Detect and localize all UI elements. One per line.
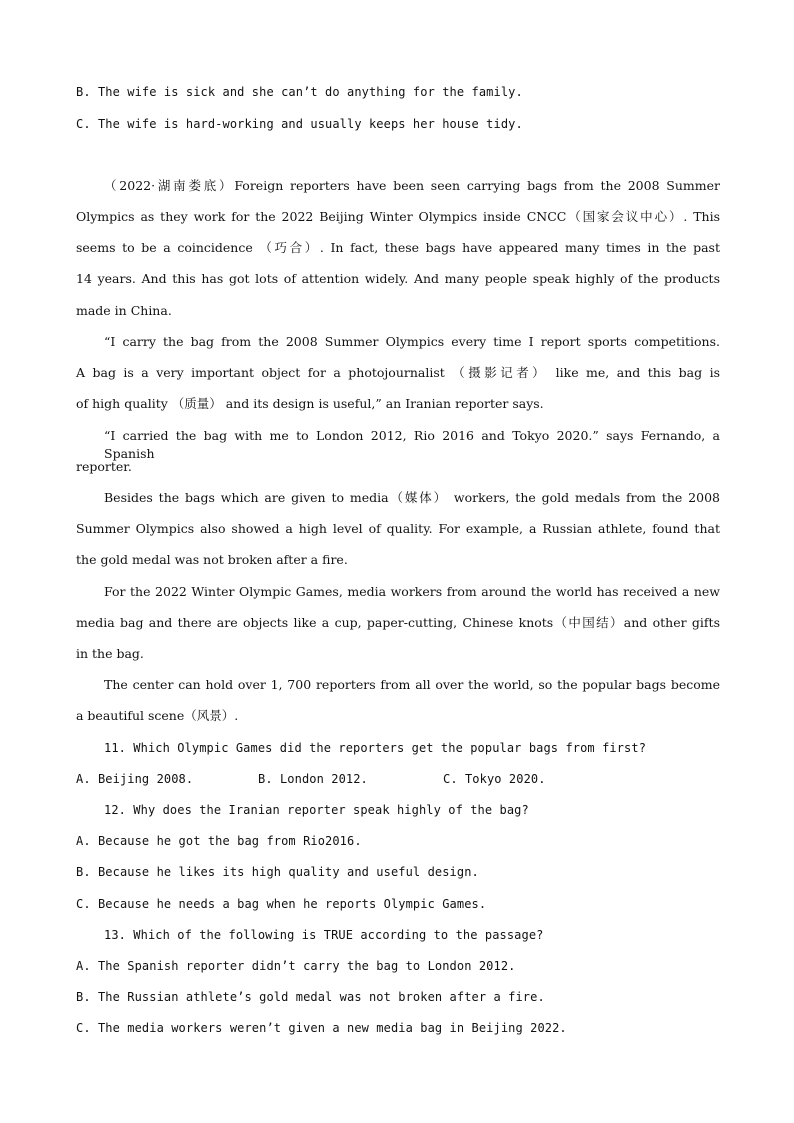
passage-p3-line2: reporter. <box>76 459 132 474</box>
question-11-stem: 11. Which Olympic Games did the reporters get the popular bags from first? <box>104 741 647 755</box>
question-13-option-b[interactable]: B. The Russian athlete’s gold medal was not broken after a fire. <box>76 990 545 1004</box>
passage-p1-line4: 14 years. And this has got lots of attention widely. And many people speak highly of the products <box>76 271 720 286</box>
passage-p6-line2: a beautiful scene（风景）. <box>76 708 239 723</box>
passage-p4-line2: Summer Olympics also showed a high level of quality. For example, a Russian athlete, found that <box>76 521 720 536</box>
passage-p1-line3: seems to be a coincidence （巧合）. In fact, these bags have appeared many times in the past <box>76 240 720 255</box>
passage-p5-line1: For the 2022 Winter Olympic Games, media workers from around the world has received a new <box>104 584 720 599</box>
passage-p6-line1: The center can hold over 1, 700 reporters from all over the world, so the popular bags become <box>104 677 720 692</box>
question-11-option-b[interactable]: B. London 2012. <box>258 772 368 786</box>
passage-p4-line1: Besides the bags which are given to media（媒体） workers, the gold medals from the 2008 <box>104 490 720 505</box>
passage-p2-line3: of high quality （质量） and its design is useful,” an Iranian reporter says. <box>76 396 544 411</box>
passage-p5-line2: media bag and there are objects like a cup, paper-cutting, Chinese knots（中国结）and other gifts <box>76 615 720 630</box>
passage-p4-line3: the gold medal was not broken after a fire. <box>76 552 348 567</box>
question-13-option-a[interactable]: A. The Spanish reporter didn’t carry the bag to London 2012. <box>76 959 516 973</box>
prev-option-c: C. The wife is hard-working and usually keeps her house tidy. <box>76 117 523 131</box>
question-12-stem: 12. Why does the Iranian reporter speak highly of the bag? <box>104 803 529 817</box>
passage-p3-line1: “I carried the bag with me to London 2012, Rio 2016 and Tokyo 2020.” says Fernando, a Spanish <box>104 428 720 461</box>
passage-p1-line1: （2022·湖南娄底）Foreign reporters have been seen carrying bags from the 2008 Summer <box>104 178 720 193</box>
passage-p2-line2: A bag is a very important object for a photojournalist （摄影记者） like me, and this bag is <box>76 365 720 380</box>
question-11-options <box>76 770 720 788</box>
question-11-option-a[interactable]: A. Beijing 2008. <box>76 772 194 786</box>
passage-p1-line5: made in China. <box>76 303 172 318</box>
passage-p1-line2: Olympics as they work for the 2022 Beijing Winter Olympics inside CNCC（国家会议中心）. This <box>76 209 720 224</box>
question-12-option-a[interactable]: A. Because he got the bag from Rio2016. <box>76 834 362 848</box>
passage-p2-line1: “I carry the bag from the 2008 Summer Olympics every time I report sports competitions. <box>104 334 720 349</box>
prev-option-b: B. The wife is sick and she can’t do anything for the family. <box>76 85 523 99</box>
question-12-option-b[interactable]: B. Because he likes its high quality and useful design. <box>76 865 479 879</box>
question-12-option-c[interactable]: C. Because he needs a bag when he reports Olympic Games. <box>76 897 487 911</box>
question-11-option-c[interactable]: C. Tokyo 2020. <box>443 772 546 786</box>
passage-p5-line3: in the bag. <box>76 646 144 661</box>
question-13-option-c[interactable]: C. The media workers weren’t given a new media bag in Beijing 2022. <box>76 1021 567 1035</box>
question-13-stem: 13. Which of the following is TRUE according to the passage? <box>104 928 544 942</box>
